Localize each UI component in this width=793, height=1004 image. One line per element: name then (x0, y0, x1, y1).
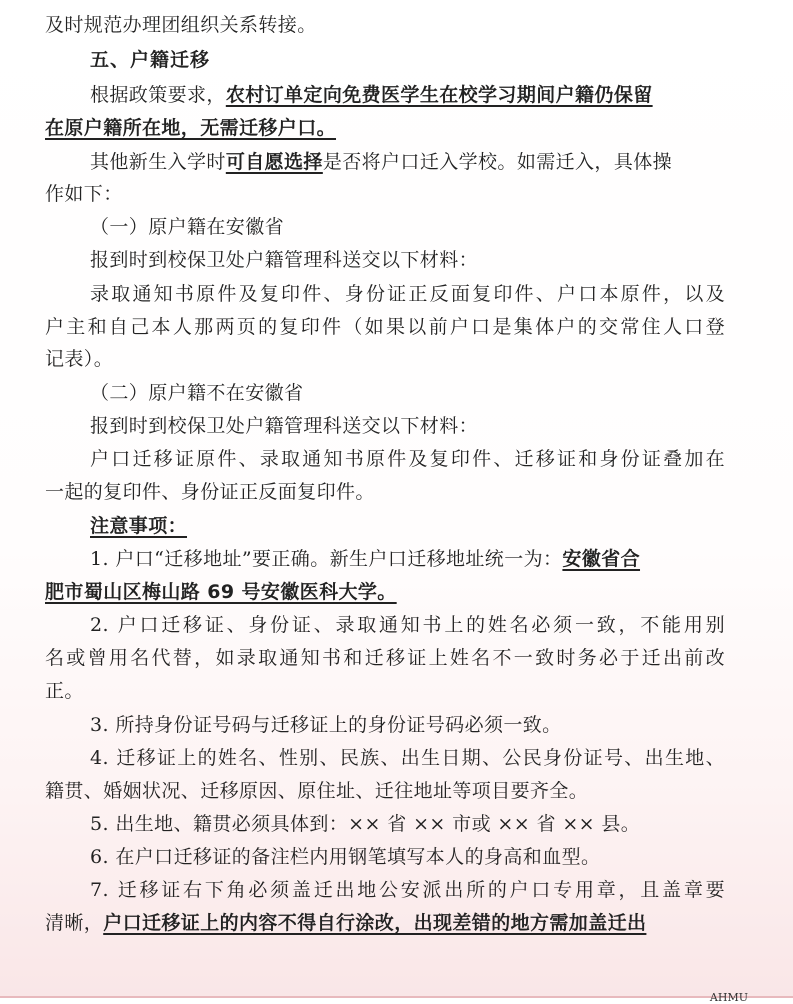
emphasis-run: 肥市蜀山区梅山路 69 号安徽医科大学。 (45, 581, 397, 603)
note-item-6: 6. 在户口迁移证的备注栏内用钢笔填写本人的身高和血型。 (90, 846, 601, 868)
notes-heading: 注意事项： (90, 515, 188, 537)
emphasis-run: 户口迁移证上的内容不得自行涂改，出现差错的地方需加盖迁出 (103, 912, 647, 934)
subsection-heading-2: （二）原户籍不在安徽省 (90, 382, 304, 404)
text-run: 1. 户口“迁移地址”要正确。新生户口迁移地址统一为： (90, 548, 563, 570)
footer-mark: AHMU (709, 991, 748, 1004)
text-run: 根据政策要求， (90, 84, 226, 106)
note-item-7-cont (45, 908, 725, 938)
emphasis-run: 安徽省合 (562, 548, 641, 570)
note-item-5: 5. 出生地、籍贯必须具体到：×× 省 ×× 市或 ×× 省 ×× 县。 (90, 813, 641, 835)
paragraph-line: 户主和自己本人那两页的复印件（如果以前户口是集体户的交常住人口登 (45, 316, 725, 338)
text-line: 及时规范办理团组织关系转接。 (45, 14, 317, 36)
section-heading-household: 五、户籍迁移 (90, 49, 211, 71)
paragraph-line: 录取通知书原件及复印件、身份证正反面复印件、户口本原件，以及 (90, 283, 725, 305)
text-run: 是否将户口迁入学校。如需迁入，具体操 (322, 151, 673, 173)
text-run: 清晰， (45, 912, 104, 934)
note-item-2-cont: 正。 (45, 680, 84, 702)
paragraph-line: 一起的复印件、身份证正反面复印件。 (45, 481, 375, 503)
note-item-7: 7. 迁移证右下角必须盖迁出地公安派出所的户口专用章，且盖章要 (90, 879, 725, 901)
note-item-2: 2. 户口迁移证、身份证、录取通知书上的姓名必须一致，不能用别 (90, 614, 725, 636)
paragraph-line: 作如下： (45, 183, 123, 205)
text-run: 其他新生入学时 (90, 151, 226, 173)
paragraph-line: 报到时到校保卫处户籍管理科送交以下材料： (90, 249, 479, 271)
note-item-2-cont: 名或曾用名代替，如录取通知书和迁移证上姓名不一致时务必于迁出前改 (45, 647, 725, 669)
note-item-4: 4. 迁移证上的姓名、性别、民族、出生日期、公民身份证号、出生地、 (90, 747, 725, 769)
note-item-3: 3. 所持身份证号码与迁移证上的身份证号码必须一致。 (90, 714, 562, 736)
note-item-1-cont (45, 577, 725, 607)
emphasis-run: 在原户籍所在地，无需迁移户口。 (45, 117, 337, 139)
note-item-4-cont: 籍贯、婚姻状况、迁移原因、原住址、迁往地址等项目要齐全。 (45, 780, 589, 802)
paragraph-line (90, 147, 725, 177)
emphasis-run: 可自愿选择 (225, 151, 323, 173)
subsection-heading-1: （一）原户籍在安徽省 (90, 216, 285, 238)
paragraph-line: 记表）。 (45, 348, 114, 370)
emphasis-run: 农村订单定向免费医学生在校学习期间户籍仍保留 (225, 84, 653, 106)
paragraph-line: 户口迁移证原件、录取通知书原件及复印件、迁移证和身份证叠加在 (90, 448, 725, 470)
paragraph-line: 报到时到校保卫处户籍管理科送交以下材料： (90, 415, 479, 437)
paragraph-line (90, 80, 725, 110)
paragraph-line (45, 113, 725, 143)
note-item-1 (90, 544, 725, 574)
